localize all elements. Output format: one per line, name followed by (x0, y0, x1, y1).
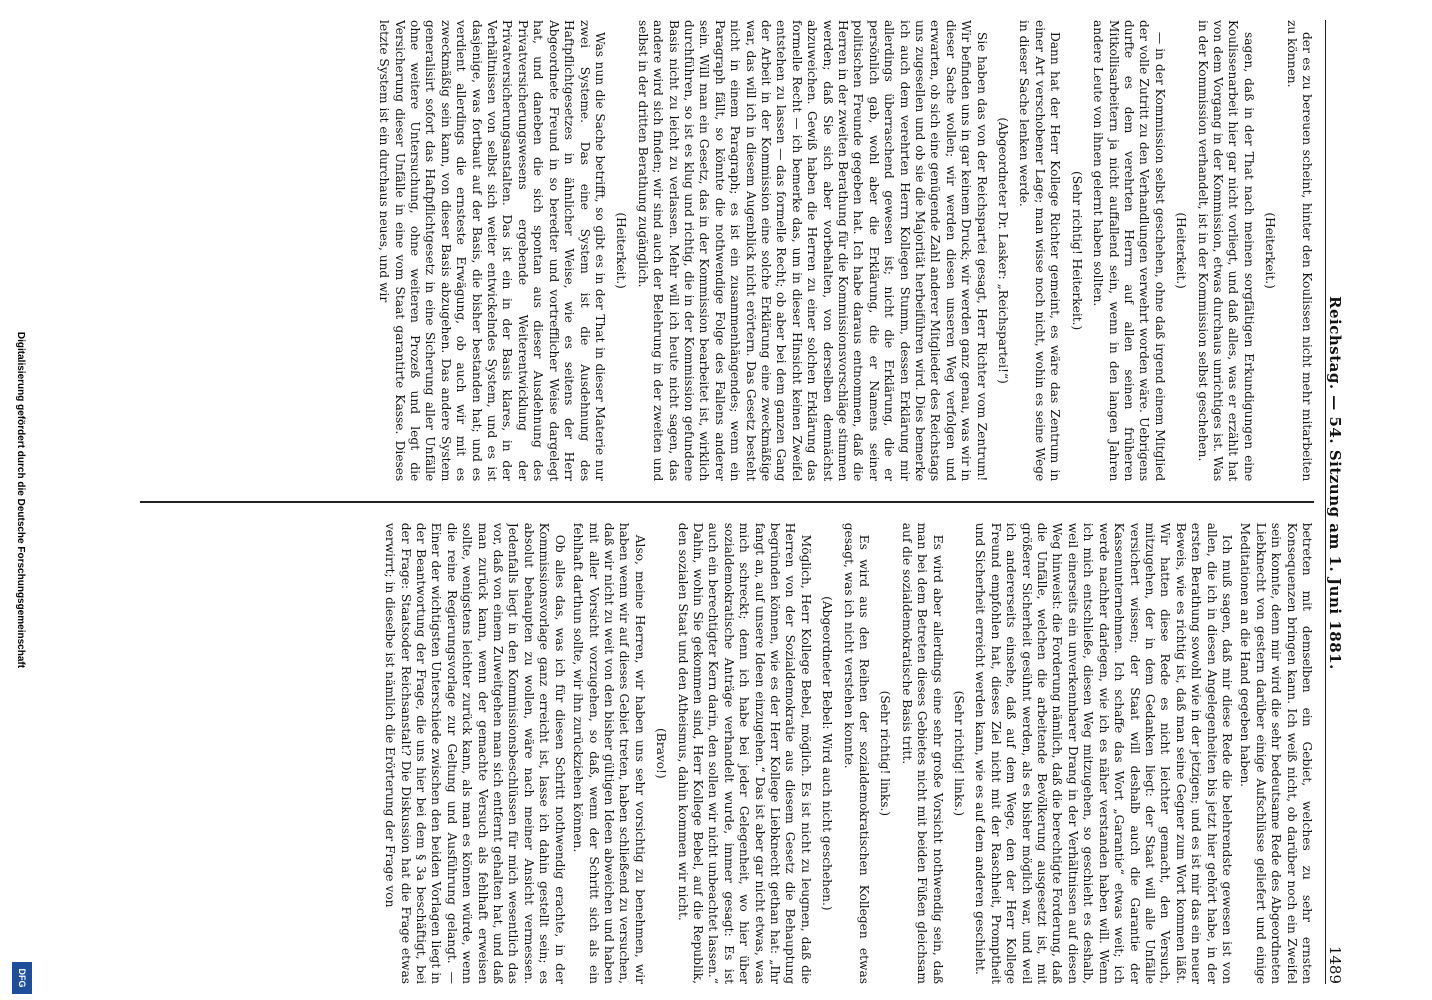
paragraph: Ich muß sagen, daß mir diese Rede die belehrendste gewesen ist von allen, die ich in diesen Angelegenheiten bis jetzt hier gehört habe, in der ersten Berathung sowohl wie in der jetzigen; und es ist mir das ein neuer Beweis, wie es richtig ist, daß man seine Gegner zum Wort kommen läßt. Wir hatten diese Rede es nicht leichter gemacht, den Versuch, mitzugehen, der in dem Gedanken liegt: der Staat will alle Unfälle versichert wissen; der Staat will deshalb auch die Garantie der Kassenunternehmen. Ich schaffe das Wort „Garantie“ etwas weit; ich werde nachher darlegen, wie ich es näher verstanden haben will. Wenn ich mich entschließe, diesen Weg mitzugehen, so geschieht es deshalb, weil einerseits ein unverkennbarer Drang in der Verhältnissen auf diesen Weg hinweist: die Forderung nämlich, daß die berechtigte Forderung, daß die Unfälle, welchen die arbeitende Bevölkerung ausgesetzt ist, mit größerer Sicherheit gesühnt werden, als es bisher möglich war, und weil ich andererseits einsehe, daß auf dem Wege, den der Herr Kollege Freund empfohlen hat, dieses Ziel nicht mit der Raschheit, Promptheit und Sicherheit erreicht werden kann, wie es auf dem anderen geschieht. (973, 522, 1234, 984)
paragraph: der es zu bereuen scheint, hinter den Koulissen nicht mehr mitarbeiten zu können. (1284, 20, 1314, 482)
digitization-footer: Digitalisierung gefördert durch die Deutsche Forschungsgemeinschaft (15, 331, 26, 669)
header-title: Reichstag. — 54. Sitzung am 1. Juni 1881. (1326, 296, 1344, 670)
paragraph: Möglich, Herr Kollege Bebel, möglich. Es ist nicht zu leugnen, daß die Herren von der Sozialdemokratie aus diesem Gesetz die Behauptung begründen können, wie es der Herr Kollege Liebknecht gethan hat: „Ihr fangt an, auf unsere Ideen einzugehen.“ Das ist aber gar nicht etwas, was mich schreckt; denn ich habe bei jeder Gelegenheit, wo hier über sozialdemokratische Anträge verhandelt wurde, immer gesagt: Es ist auch ein berechtigter Kern darin, den sollen wir nicht unbeachtet lassen.“ Dahin, wohin Sie gekommen sind, Herr Kollege Bebel, auf die Republik, den sozialen Staat und den Atheismus, dahin kommen wir nicht. (675, 522, 813, 984)
paragraph: Sie haben das von der Reichspartei gesagt, Herr Richter vom Zentrum! Wir befinden uns in gar keinem Druck; wir werden ganz genau, was wir in dieser Sache wollen; wir werden diesen unseren Weg verfolgen und erwarten, ob sich eine genügende Zahl anderer Mitglieder des Reichstags uns zugesellen und ob sie die Majorität herbeiführen wird. Dies bemerke ich auch dem verehrten Herrn Kollegen Stumm, dessen Erklärung mir allerdings überraschend gewesen ist; nicht die Erklärung, die er persönlich gab, wohl aber die Erklärung, die er Namens seiner politischen Freunde gegeben hat. Ich habe daraus entnommen, daß die Herren in der zweiten Berathung für die Kommissionsvorschläge stimmen werden; daß Sie sich aber vorbehalten, von derselben demnächst abzuweichen. Gewiß haben die Herren zu einer solchen Erklärung das formelle Recht — ich bemerke das, um in dieser Hinsicht keinen Zweifel entstehen zu lassen — das formelle Recht; ob aber bei dem ganzen Gang der Arbeit in der Kommission eine solche Erklärung eine zweckmäßige war, das will ich in diesem Augenblick nicht erörtern. Das Gesetz besteht nicht in einem Paragraph; es ist ein zusammenhängendes; wenn ein Paragraph fällt, so könnte die nothwendige Folge des Fallens anderer sein. Will man ein Gesetz, das in der Kommission bearbeitet ist, wirklich durchführen, so ist es klug und richtig, die in der Kommission gefundene Basis nicht zu leicht zu verlassen. Mehr will ich heute nicht sagen, das andere wird sich finden; wir sind auch der Belehrung in der zweiten und selbst in der dritten Berathung zugänglich. (635, 20, 989, 482)
interjection: (Heiterkeit.) (1174, 212, 1189, 289)
page-number: 1489 (1326, 945, 1344, 984)
paragraph: betreten mit demselben ein Gebiet, welches zu sehr ernsten Konsequenzen bringen kann. Ich weiß nicht, ob darüber noch ein Zweifel sein konnte, denn mir wird die sehr bedeutsame Rede des Abgeordneten Liebknecht von gestern darüber einige Aufschlüsse geliefert und einige Meditationen an die Hand gegeben haben. (1238, 522, 1314, 984)
dfg-logo: DFG (12, 962, 32, 994)
paragraph: Es wird aber allerdings eine sehr große Vorsicht nothwendig sein, daß man bei dem Betreten dieses Gebietes nicht mit beiden Füßen gleichsam auf die sozialdemokratische Basis tritt. (899, 522, 945, 984)
paragraph: Ob alles das, was ich für diesen Schritt nothwendig erachte, in der Kommissionsvorlage ganz erreicht ist, lasse ich dahin gestellt sein; es absolut behaupten zu wollen, wäre nach meiner Ansicht vermessen. Jedenfalls liegt in den Kommissionsbeschlüssen für mich wesentlich das vor, daß von einem Zuweitgehen man sich entfernt gehalten hat, und daß man zurück kann, wenn der gemachte Versuch als fehlhaft erweisen sollte, wenigstens leichter zurück kann, als man es können würde, wenn die reine Regierungsvorlage zur Geltung und Ausführung gelangt. — Einer der wichtigsten Unterschiede zwischen den beiden Vorlagen liegt in der Beantwortung der Frage, die uns hier bei dem § 3a beschäftigt, bei der Frage: Staatsoder Reichsanstalt? Die Diskussion hat die Frage etwas verwirrt; in dieselbe ist nämlich die Erörterung der Frage von (383, 522, 567, 984)
interjection: (Sehr richtig! links.) (952, 690, 967, 817)
page-header (1325, 20, 1356, 984)
interjection: (Heiterkeit.) (1263, 212, 1278, 289)
paragraph: Also, meine Herren, wir haben uns sehr vorsichtig zu benehmen, wir haben wenn wir auf dieses Gebiet treten, haben schließend zu versuchen, daß wir nicht zu weit von den bisher gültigen Ideen abweichen und haben mit aller Vorsicht vorzugehen, so daß, wenn der Schritt sich als ein fehlhaft darthun sollte, wir ihn zurückziehen können. (571, 522, 647, 984)
interjection: (Abgeordneter Dr. Lasker: „Reichspartei!“) (996, 117, 1011, 384)
text-columns (140, 20, 1314, 984)
interjection: (Bravo!) (654, 728, 669, 779)
paragraph: sagen, daß in der That nach meinen sorgfältigen Erkundigungen eine Koulissenarbeit hier gar nicht vorliegt, und daß alles, was er erzählt hat von dem Vorgang in der Kommission, etwas durchaus unrichtiges ist. Was in der Kommission verhandelt, ist in der Kommission selbst geschehen. (1195, 20, 1256, 482)
left-column (140, 20, 1314, 481)
paragraph: Was nun die Sache betrifft, so gibt es in der That in dieser Materie nur zwei Systeme. Das eine System ist die Ausdehnung des Haftpflichtgesetzes in ähnlicher Weise, wie es seitens der Herr Abgeordnete Freund in so beredter und vortrefflicher Weise dargelegt hat, und daneben die sich spontan aus dieser Ausdehnung des Privatversicherungswesens ergebende Weiterentwicklung der Privatversicherungsanstalten. Das ist ein in der Basis klares, in der Verhältnissen von selbst sich weiter entwickelndes System, und es ist dasjenige, was fortbaut auf der Basis, die bisher bestanden hat; und es verdient allerdings die ernsteste Erwägung, ob auch wir mit es zweckmäßig sein kann, von dieser Basis abzugehen. Das andere System generalisirt sofort das Haftpflichtgesetz in eine Sicherung aller Unfälle ohne weitere Untersuchung, ohne weiteren Prozeß und legt die Versicherung dieser Unfälle in eine vom Staat garantirte Kasse. Dieses letzte System ist ein durchaus neues, und wir (377, 20, 607, 482)
interjection: (Abgeordneter Bebel: Wird auch nicht geschehen.) (820, 596, 835, 911)
interjection: (Sehr richtig! Heiterkeit.) (1069, 170, 1084, 331)
interjection: (Heiterkeit.) (614, 212, 629, 289)
paragraph: Es wird aus den Reihen der sozialdemokratischen Kollegen etwas gesagt, was ich nicht verstehen konnte. (841, 522, 872, 984)
interjection: (Sehr richtig! links.) (878, 690, 893, 817)
paragraph: Dann hat der Herr Kollege Richter gemeint, es wäre das Zentrum in einer Art verschobener Lage; man wisse noch nicht, wohin es seine Wege in dieser Sache lenken werde. (1017, 20, 1063, 482)
paragraph: — in der Kommission selbst geschehen, ohne daß irgend einem Mitglied der volle Zutritt zu den Verhandlungen verwehrt worden wäre. Uebrigens durfte es dem verehrten Herrn auf allen seinen früheren Mitkollisarbeitern ja nicht auffallend sein, wenn in den langen Jahren andere Leute von ihnen gelernt haben sollten. (1091, 20, 1167, 482)
column-divider (140, 501, 1314, 503)
right-column (140, 523, 1314, 984)
